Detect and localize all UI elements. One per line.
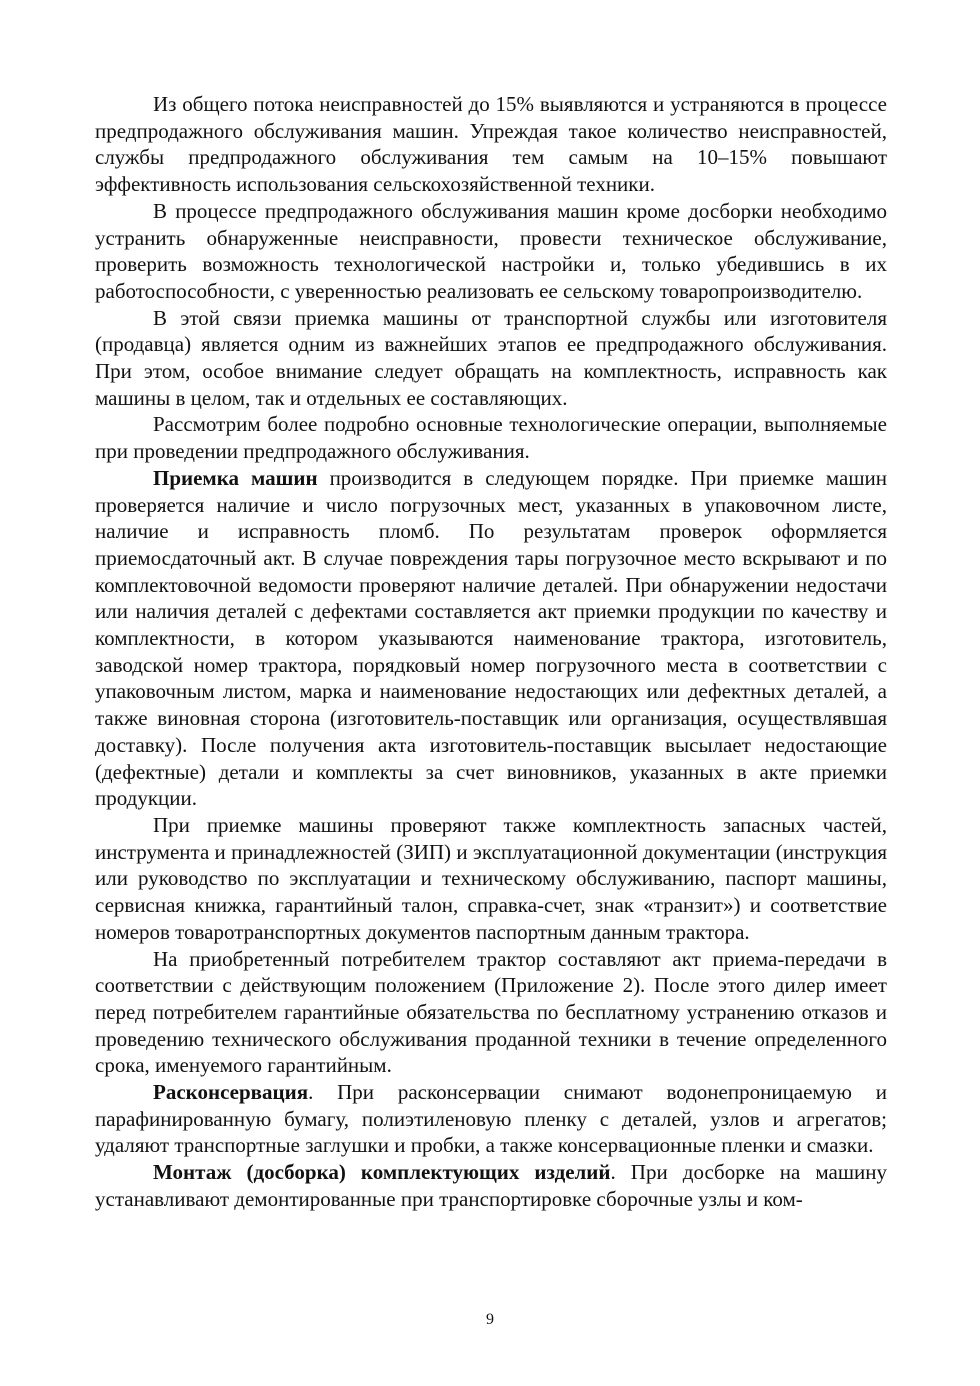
- paragraph-text: Из общего потока неисправностей до 15% выявляются и устраняются в процессе предпродажного обслуживания машин. Упреждая такое количество неисправностей, службы предпродажного обслуживания тем самым на 10–15% повышают эффективность использования сельскохозяйственной техники.: [95, 92, 887, 197]
- paragraph-1: [95, 91, 887, 198]
- section-heading-inline: Приемка машин: [153, 465, 318, 490]
- page-number: 9: [486, 1311, 494, 1328]
- paragraph-depreservation: [95, 1079, 887, 1159]
- paragraph-4: [95, 411, 887, 464]
- section-heading-inline: Расконсервация: [153, 1080, 309, 1105]
- paragraph-6: [95, 812, 887, 946]
- paragraph-text: В этой связи приемка машины от транспортной службы или изготовителя (продавца) является одним из важнейших этапов ее предпродажного обслуживания. При этом, особое внимание следует обращать на комплектность, исправность как машины в целом, так и отдельных ее составляющих.: [95, 305, 887, 410]
- paragraph-text: . При расконсервации снимают водонепроницаемую и парафинированную бумагу, полиэтиленовую пленку с деталей, узлов и агрегатов; удаляют транспортные заглушки и пробки, а также консервационные пленки и смазки.: [95, 1080, 887, 1158]
- paragraph-2: [95, 198, 887, 305]
- paragraph-text: Рассмотрим более подробно основные технологические операции, выполняемые при проведении предпродажного обслуживания.: [95, 412, 887, 464]
- paragraph-text: На приобретенный потребителем трактор составляют акт приема-передачи в соответствии с действующим положением (Приложение 2). После этого дилер имеет перед потребителем гарантийные обязательства по бесплатному устранению отказов и проведению технического обслуживания проданной техники в течение определенного срока, именуемого гарантийным.: [95, 946, 887, 1078]
- paragraph-text: производится в следующем порядке. При приемке машин проверяется наличие и число погрузочных мест, указанных в упаковочном листе, наличие и исправность пломб. По результатам проверок оформляется приемосдаточный акт. В случае повреждения тары погрузочное место вскрывают и по комплектовочной ведомости проверяют наличие деталей. При обнаружении недостачи или наличия деталей с дефектами составляется акт приемки продукции по качеству и комплектности, в котором указываются наименование трактора, изготовитель, заводской номер трактора, порядковый номер погрузочного места в соответствии с упаковочным листом, марка и наименование недостающих или дефектных деталей, а также виновная сторона (изготовитель-поставщик или организация, осуществлявшая доставку). После получения акта изготовитель-поставщик высылает недостающие (дефектные) детали и комплекты за счет виновников, указанных в акте приемки продукции.: [95, 465, 888, 811]
- paragraph-machine-acceptance: [95, 465, 887, 812]
- section-heading-inline: Монтаж (досборка) комплектующих изделий: [153, 1160, 611, 1185]
- document-body: [95, 91, 887, 1213]
- paragraph-7: [95, 946, 887, 1080]
- paragraph-3: [95, 305, 887, 412]
- paragraph-text: При приемке машины проверяют также комплектность запасных частей, инструмента и принадлежностей (ЗИП) и эксплуатационной документации (инструкция или руководство по эксплуатации и техническому обслуживанию, паспорт машины, сервисная книжка, гарантийный талон, справка-счет, знак «транзит») и соответствие номеров товаротранспортных документов паспортным данным трактора.: [95, 812, 887, 944]
- paragraph-text: В процессе предпродажного обслуживания машин кроме досборки необходимо устранить обнаруженные неисправности, провести техническое обслуживание, проверить возможность технологической настройки и, только убедившись в их работоспособности, с уверенностью реализовать ее сельскому товаропроизводителю.: [95, 198, 887, 303]
- paragraph-text: . При досборке на машину устанавливают демонтированные при транспортировке сборочные узлы и ком-: [95, 1160, 888, 1211]
- paragraph-assembly: [95, 1159, 887, 1212]
